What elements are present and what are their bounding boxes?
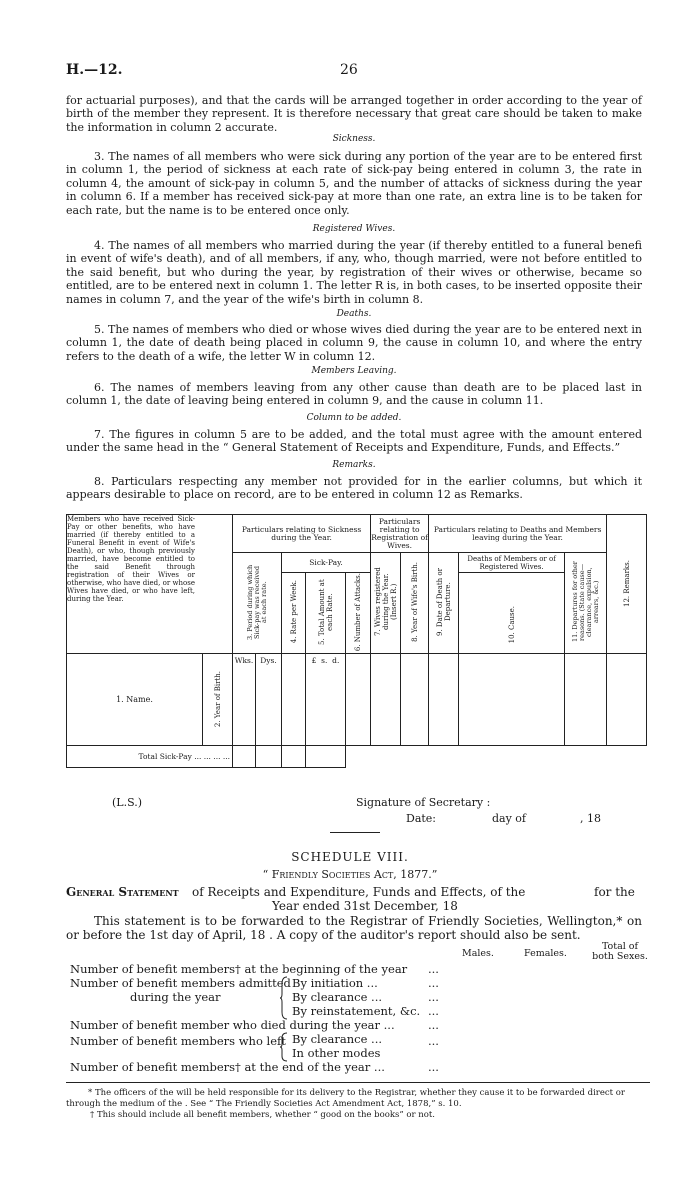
year-label: , 18 bbox=[580, 812, 601, 825]
cell-wife-birth bbox=[401, 654, 429, 746]
col7-label: 7. Wives registered during the Year. (Insert R.) bbox=[373, 567, 398, 637]
page-number: 26 bbox=[340, 62, 358, 78]
schedule-act: “ Friendly Societies Act, 1877.” bbox=[262, 868, 438, 881]
unit-lsd: £ s. d. bbox=[311, 656, 340, 666]
section-heading-leaving: Members Leaving. bbox=[311, 366, 397, 376]
col4-label: 4. Rate per Week. bbox=[289, 580, 298, 644]
dayof-label: day of bbox=[492, 812, 527, 825]
cell-rate bbox=[282, 654, 306, 746]
row-end: Number of benefit members† at the end of the year ... bbox=[70, 1060, 385, 1074]
section-heading-deaths: Deaths. bbox=[336, 309, 372, 319]
col10-label: 10. Cause. bbox=[507, 605, 516, 644]
secretary-signature-label: Signature of Secretary : bbox=[356, 796, 491, 809]
left-by-clearance: By clearance ... bbox=[292, 1032, 383, 1046]
section-text-remarks: 8. Particulars respecting any member not provided for in the earlier columns, but which it appears desirable to place on record, are to be entered in column 12 as Remarks. bbox=[66, 475, 642, 502]
cell-cause bbox=[459, 654, 565, 746]
schedule-title: SCHEDULE VIII. bbox=[291, 850, 409, 864]
row5-dots: ... bbox=[428, 1060, 439, 1074]
cell-departures bbox=[565, 654, 607, 746]
col2-label: 2. Year of Birth. bbox=[213, 670, 222, 727]
row4-dots: ... bbox=[428, 1034, 439, 1048]
col8-label: 8. Year of Wife's Birth. bbox=[410, 562, 419, 643]
deaths-group-header: Particulars relating to Deaths and Members leaving during the Year. bbox=[429, 515, 607, 553]
date-label: Date: bbox=[406, 812, 437, 825]
section-text-wives: 4. The names of all members who married during the year (if thereby entitled to a funeral benefi in event of wife's death), and of all members, if any, who, though married, were not before entitled to the said benefit, but who during the year, by registration of their wives or otherwise, became so entitled, are to be entered next in column 1. The letter R is, in both cases, to be inserted opposite their names in column 7, and the year of the wife's birth in column 8. bbox=[66, 239, 643, 306]
unit-wks: Wks. bbox=[234, 656, 254, 666]
section-text-leaving: 6. The names of members leaving from any other cause than death are to be placed last in column 1, the date of leaving being entered in column 9, and the cause in column 11. bbox=[66, 381, 642, 408]
by-reinstatement: By reinstatement, &c. bbox=[292, 1004, 421, 1018]
col5-label: 5. Total Amount at each Rate. bbox=[317, 579, 334, 645]
col6-header bbox=[346, 573, 371, 654]
col12-header bbox=[607, 515, 647, 654]
general-statement-for: for the bbox=[594, 885, 635, 899]
col9-header bbox=[429, 553, 459, 654]
row2a-dots: ... bbox=[428, 976, 439, 990]
by-clearance: By clearance ... bbox=[292, 990, 383, 1004]
footnote-dagger: † This should include all benefit members, whether “ good on the books” or not. bbox=[90, 1110, 435, 1120]
return-table bbox=[66, 514, 647, 768]
left-other-modes: In other modes bbox=[292, 1046, 381, 1060]
row-died: Number of benefit member who died during the year ... bbox=[70, 1018, 395, 1032]
section-text-sickness: 3. The names of all members who were sick during any portion of the year are to be entered first in column 1, the period of sickness at each rate of sick-pay being entered in column 3, the rate in column 4, the amount of sick-pay in column 5, and the number of attacks of sickness during the year in column 6. If a member has received sick-pay at more than one rate, an extra line is to be taken for each rate, but the name is to be entered once only. bbox=[66, 150, 642, 217]
row-left: Number of benefit members who left bbox=[70, 1034, 286, 1048]
cell-remarks bbox=[607, 654, 647, 746]
footnote-rule bbox=[66, 1082, 650, 1083]
row-admitted-sub: during the year bbox=[130, 990, 221, 1004]
col11-header bbox=[565, 553, 607, 654]
cell-dys bbox=[256, 654, 282, 746]
deaths-wives-header: Deaths of Members or of Registered Wives. bbox=[459, 553, 565, 573]
total-amount bbox=[306, 746, 346, 768]
section-heading-column: Column to be added. bbox=[306, 413, 402, 423]
col3-header bbox=[233, 553, 282, 654]
row-admitted: Number of benefit members admitted bbox=[70, 976, 291, 990]
page-code: H.—12. bbox=[66, 62, 123, 78]
total-rate bbox=[282, 746, 306, 768]
total-sickpay-label: Total Sick-Pay ... ... ... ... bbox=[67, 746, 233, 768]
col-females: Females. bbox=[524, 948, 567, 959]
members-header-text: Members who have received Sick-Pay or other benefits, who have married (if thereby entitled to a Funeral Benefit in event of Wife's Death), or who, though previously married, have become entitled to the said Benefit through registration of their Wives or otherwise, who have died, or whose Wives have died, or who have left, during the Year. bbox=[67, 515, 195, 603]
row3-dots: ... bbox=[428, 1018, 439, 1032]
cell-date bbox=[429, 654, 459, 746]
by-initiation: By initiation ... bbox=[292, 976, 378, 990]
ls-mark: (L.S.) bbox=[112, 796, 143, 809]
col10-header bbox=[459, 573, 565, 654]
row2b-dots: ... bbox=[428, 990, 439, 1004]
col2-header bbox=[203, 654, 233, 746]
general-statement-text: of Receipts and Expenditure, Funds and Effects, of the bbox=[192, 885, 526, 899]
cell-attacks bbox=[346, 654, 371, 746]
row1-dots: ... bbox=[428, 962, 439, 976]
col9-label: 9. Date of Death or Departure. bbox=[435, 568, 452, 637]
cell-wives-reg bbox=[371, 654, 401, 746]
sickness-group-header: Particulars relating to Sickness during the Year. bbox=[233, 515, 371, 553]
section-heading-sickness: Sickness. bbox=[332, 134, 376, 144]
cell-wks bbox=[233, 654, 256, 746]
cell-amount bbox=[306, 654, 346, 746]
registration-group-header: Particulars relating to Registration of Wives. bbox=[371, 515, 429, 553]
col1-header: 1. Name. bbox=[67, 654, 203, 746]
total-blank bbox=[346, 746, 647, 768]
admitted-brace bbox=[280, 976, 288, 1020]
intro-paragraph: for actuarial purposes), and that the cards will be arranged together in order according to the year of birth of the member they represent. It is therefore necessary that great care should be taken to make the information in column 2 accurate. bbox=[66, 94, 642, 134]
section-heading-wives: Registered Wives. bbox=[312, 224, 396, 234]
total-wks bbox=[233, 746, 256, 768]
col7-header bbox=[371, 553, 401, 654]
col12-label: 12. Remarks. bbox=[622, 559, 631, 607]
col-males: Males. bbox=[462, 948, 494, 959]
left-brace bbox=[280, 1032, 288, 1062]
sickpay-header: Sick-Pay. bbox=[282, 553, 371, 573]
section-heading-remarks: Remarks. bbox=[332, 460, 376, 470]
col-total: Total of both Sexes. bbox=[592, 941, 648, 962]
section-text-column: 7. The figures in column 5 are to be added, and the total must agree with the amount entered under the same head in the “ General Statement of Receipts and Expenditure, Funds, and Effects.” bbox=[66, 428, 642, 455]
section-text-deaths: 5. The names of members who died or whose wives died during the year are to be entered next in column 1, the date of death being placed in column 9, the cause in column 10, and where the entry refers to the death of a wife, the letter W in column 12. bbox=[66, 323, 642, 363]
unit-dys: Dys. bbox=[260, 656, 277, 666]
col11-label: 11. Departures for other reasons. (State cause—clearance, expulsion, arrears, &c.) bbox=[570, 561, 600, 643]
general-statement-lead: General Statement bbox=[66, 885, 179, 899]
col6-label: 6. Number of Attacks. bbox=[354, 573, 363, 652]
row2c-dots: ... bbox=[428, 1004, 439, 1018]
divider bbox=[330, 832, 380, 833]
total-dys bbox=[256, 746, 282, 768]
col5-header bbox=[306, 573, 346, 654]
col3-label: 3. Period during which Sick-pay was received at each rate. bbox=[245, 564, 268, 640]
members-header bbox=[67, 515, 233, 654]
col8-header bbox=[401, 553, 429, 654]
col4-header bbox=[282, 573, 306, 654]
footnote-star: * The officers of the will be held responsible for its delivery to the Registrar, whether they cause it to be forwarded direct or through the medium of the . See “ The Friendly Societies Act Amendment Act, 1878,” s. 10. bbox=[66, 1088, 625, 1109]
forward-instruction: This statement is to be forwarded to the Registrar of Friendly Societies, Wellington,* on or before the 1st day of April, 18 . A copy of the auditor's report should also be sent. bbox=[66, 914, 642, 942]
row-beginning: Number of benefit members† at the beginning of the year bbox=[70, 962, 408, 976]
year-ended: Year ended 31st December, 18 bbox=[272, 899, 458, 913]
